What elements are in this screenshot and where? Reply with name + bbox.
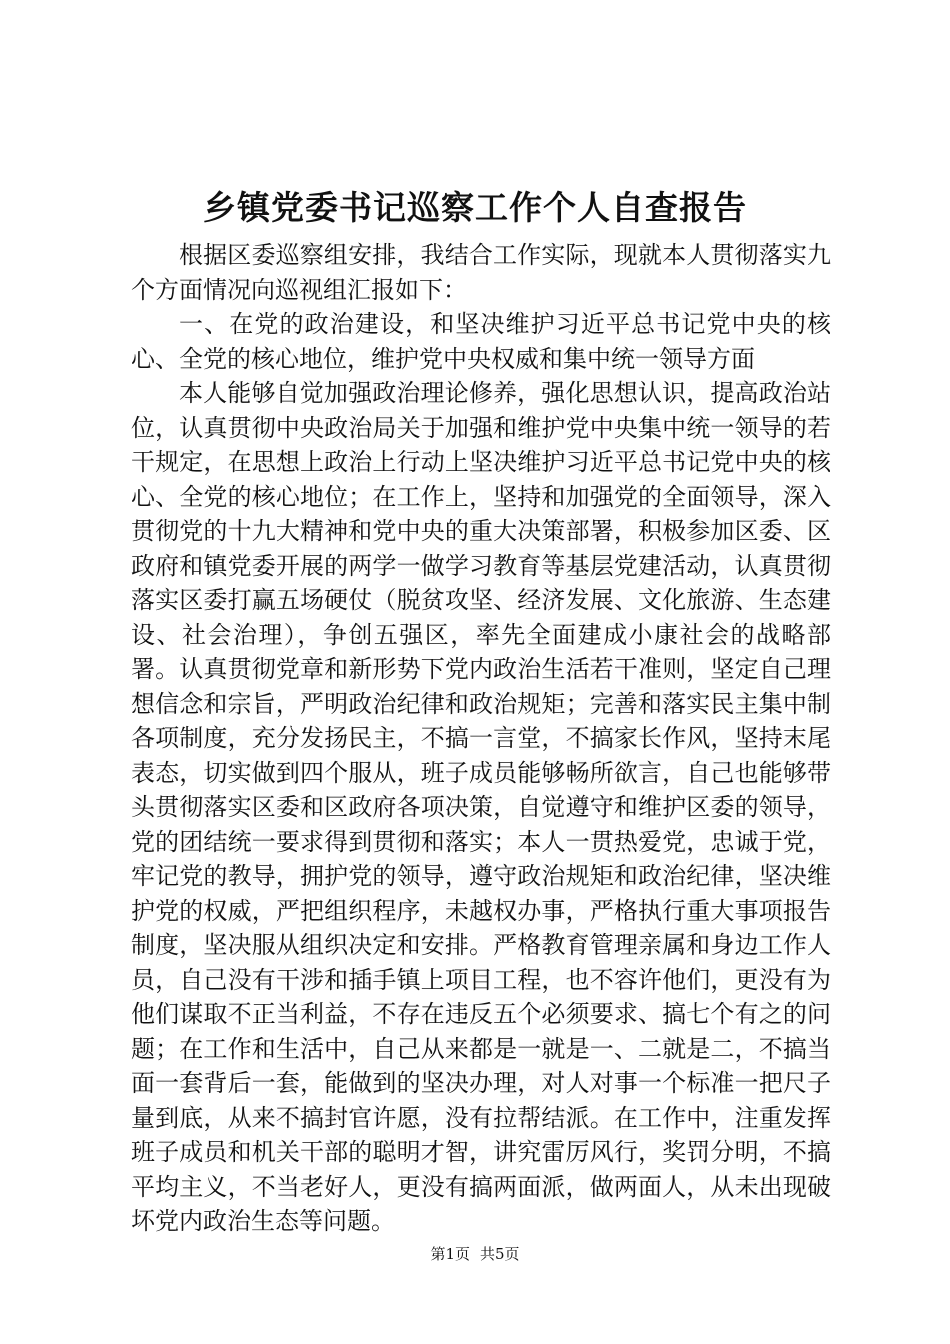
body-paragraph: 本人能够自觉加强政治理论修养，强化思想认识，提高政治站位，认真贯彻中央政治局关于加强和维护党中央集中统一领导的若干规定，在思想上政治上行动上坚决维护习近平总书记党中央的核心、全党的核心地位；在工作上，坚持和加强党的全面领导，深入贯彻党的十九大精神和党中央的重大决策部署，积极参加区委、区政府和镇党委开展的两学一做学习教育等基层党建活动，认真贯彻落实区委打赢五场硬仗（脱贫攻坚、经济发展、文化旅游、生态建设、社会治理），争创五强区，率先全面建成小康社会的战略部署。认真贯彻党章和新形势下党内政治生活若干准则，坚定自己理想信念和宗旨，严明政治纪律和政治规矩；完善和落实民主集中制各项制度，充分发扬民主，不搞一言堂，不搞家长作风，坚持末尾表态，切实做到四个服从，班子成员能够畅所欲言，自己也能够带头贯彻落实区委和区政府各项决策，自觉遵守和维护区委的领导，党的团结统一要求得到贯彻和落实；本人一贯热爱党，忠诚于党，牢记党的教导，拥护党的领导，遵守政治规矩和政治纪律，坚决维护党的权威，严把组织程序，未越权办事，严格执行重大事项报告制度，坚决服从组织决定和安排。严格教育管理亲属和身边工作人员，自己没有干涉和插手镇上项目工程，也不容许他们，更没有为他们谋取不正当利益，不存在违反五个必须要求、搞七个有之的问题；在工作和生活中，自己从来都是一就是一、二就是二，不搞当面一套背后一套，能做到的坚决办理，对人对事一个标准一把尺子量到底，从来不搞封官许愿，没有拉帮结派。在工作中，注重发挥班子成员和机关干部的聪明才智，讲究雷厉风行，奖罚分明，不搞平均主义，不当老好人，更没有搞两面派，做两面人，从未出现破坏党内政治生态等问题。 xyxy=(131,379,831,1235)
page-total: 共5页 xyxy=(480,1245,520,1263)
document-title: 乡镇党委书记巡察工作个人自查报告 xyxy=(203,188,747,227)
page-footer xyxy=(0,1244,950,1264)
section-heading-paragraph: 一、在党的政治建设，和坚决维护习近平总书记党中央的核心、全党的核心地位，维护党中央权威和集中统一领导方面 xyxy=(131,310,831,373)
document-body xyxy=(131,238,831,1239)
intro-paragraph: 根据区委巡察组安排，我结合工作实际，现就本人贯彻落实九个方面情况向巡视组汇报如下： xyxy=(131,241,831,304)
page-number: 第1页 xyxy=(430,1245,470,1263)
